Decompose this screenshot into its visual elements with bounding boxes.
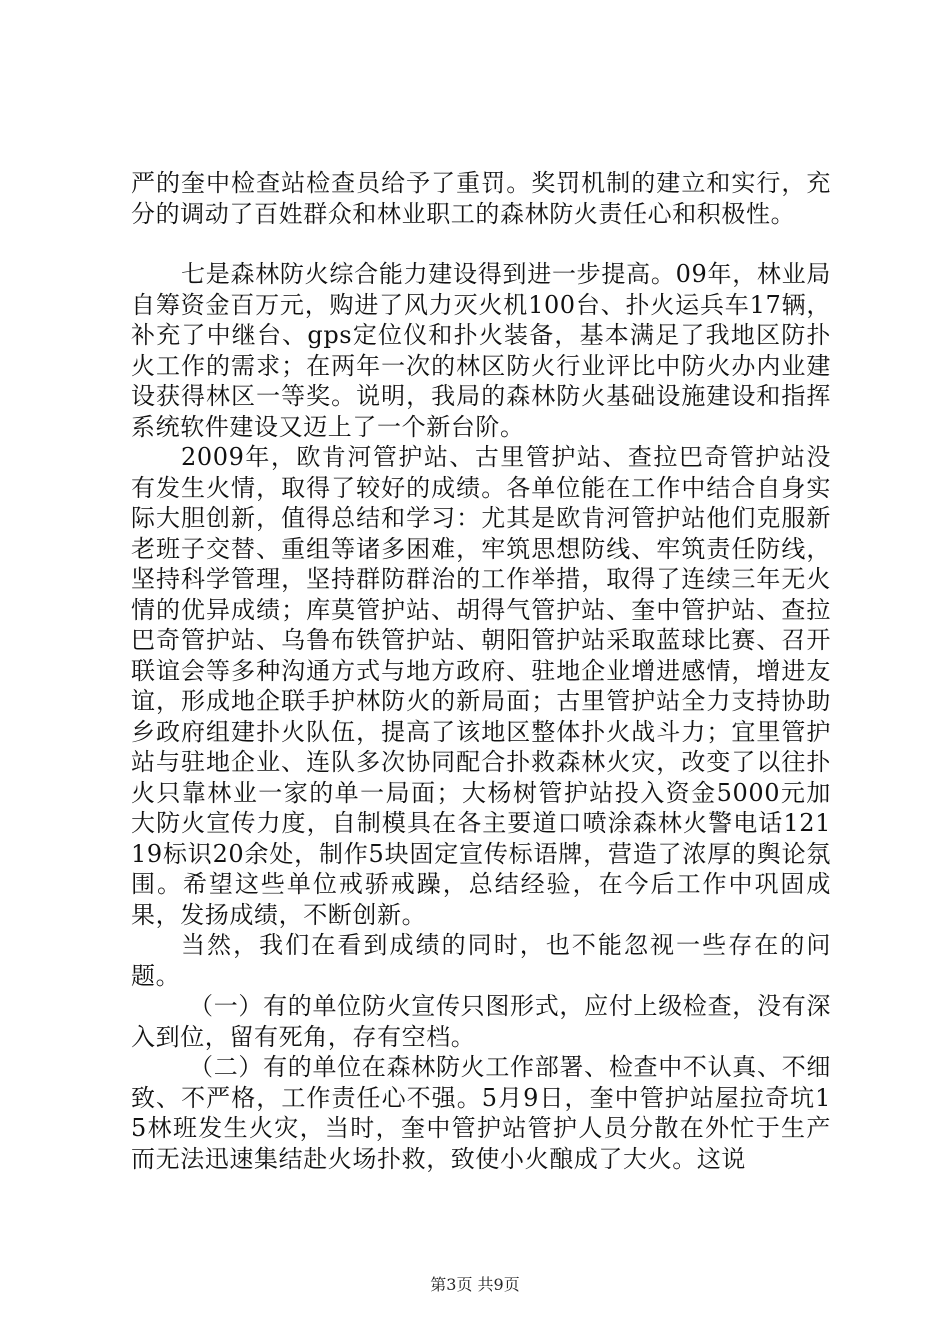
paragraph-fire-capacity: 七是森林防火综合能力建设得到进一步提高。09年，林业局自筹资金百万元，购进了风力灭火机100台、扑火运兵车17辆，补充了中继台、gps定位仪和扑火装备，基本满足了我地区防扑火工作的需求；在两年一次的林区防火行业评比中防火办内业建设获得林区一等奖。说明，我局的森林防火基础设施建设和指挥系统软件建设又迈上了一个新台阶。 — [131, 260, 831, 441]
page-number-footer: 第3页 共9页 — [430, 1275, 520, 1294]
paragraph-continuation: 严的奎中检查站检查员给予了重罚。奖罚机制的建立和实行，充分的调动了百姓群众和林业职工的森林防火责任心和积极性。 — [131, 169, 831, 228]
paragraph-problem-two: （二）有的单位在森林防火工作部署、检查中不认真、不细致、不严格，工作责任心不强。5月9日，奎中管护站屋拉奇坑15林班发生火灾，当时，奎中管护站管护人员分散在外忙于生产而无法迅速集结赴火场扑救，致使小火酿成了大火。这说 — [131, 1053, 831, 1173]
document-body — [131, 168, 831, 1174]
paragraph-problem-one: （一）有的单位防火宣传只图形式，应付上级检查，没有深入到位，留有死角，存有空档。 — [131, 992, 831, 1051]
paragraph-problems-intro: 当然，我们在看到成绩的同时，也不能忽视一些存在的问题。 — [131, 931, 831, 990]
paragraph-2009-results: 2009年，欧肯河管护站、古里管护站、查拉巴奇管护站没有发生火情，取得了较好的成绩。各单位能在工作中结合自身实际大胆创新，值得总结和学习：尤其是欧肯河管护站他们克服新老班子交替、重组等诸多困难，牢筑思想防线、牢筑责任防线，坚持科学管理，坚持群防群治的工作举措，取得了连续三年无火情的优异成绩；库莫管护站、胡得气管护站、奎中管护站、查拉巴奇管护站、乌鲁布铁管护站、朝阳管护站采取蓝球比赛、召开联谊会等多种沟通方式与地方政府、驻地企业增进感情，增进友谊，形成地企联手护林防火的新局面；古里管护站全力支持协助乡政府组建扑火队伍，提高了该地区整体扑火战斗力；宜里管护站与驻地企业、连队多次协同配合扑救森林火灾，改变了以往扑火只靠林业一家的单一局面；大杨树管护站投入资金5000元加大防火宣传力度，自制模具在各主要道口喷涂森林火警电话12119标识20余处，制作5块固定宣传标语牌，营造了浓厚的舆论氛围。希望这些单位戒骄戒躁，总结经验，在今后工作中巩固成果，发扬成绩，不断创新。 — [131, 443, 831, 929]
